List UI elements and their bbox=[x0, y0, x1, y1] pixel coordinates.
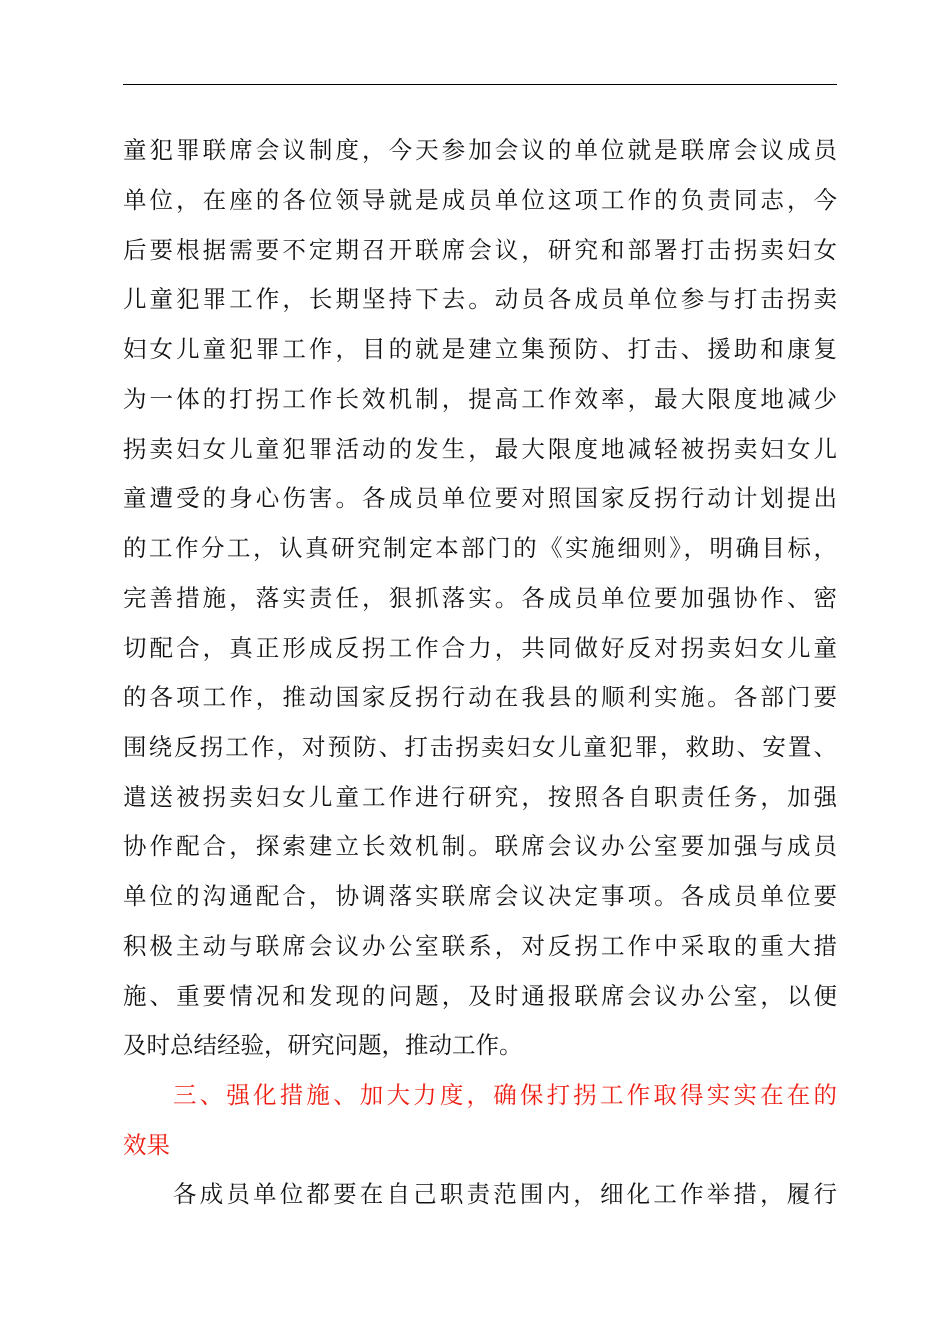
body-text-line: 妇女儿童犯罪工作，目的就是建立集预防、打击、援助和康复 bbox=[123, 335, 837, 363]
body-text-line: 为一体的打拐工作长效机制，提高工作效率，最大限度地减少 bbox=[123, 385, 837, 413]
body-text-line: 童犯罪联席会议制度，今天参加会议的单位就是联席会议成员 bbox=[123, 136, 837, 164]
body-text-line: 切配合，真正形成反拐工作合力，共同做好反对拐卖妇女儿童 bbox=[123, 634, 837, 662]
body-text-line: 遣送被拐卖妇女儿童工作进行研究，按照各自职责任务，加强 bbox=[123, 783, 837, 811]
body-text-line: 及时总结经验，研究问题，推动工作。 bbox=[123, 1031, 523, 1059]
body-text-line: 协作配合，探索建立长效机制。联席会议办公室要加强与成员 bbox=[123, 832, 837, 860]
body-text-line: 后要根据需要不定期召开联席会议，研究和部署打击拐卖妇女 bbox=[123, 236, 837, 264]
body-text-line: 各成员单位都要在自己职责范围内，细化工作举措，履行 bbox=[173, 1180, 837, 1208]
body-text-line: 童遭受的身心伤害。各成员单位要对照国家反拐行动计划提出 bbox=[123, 484, 837, 512]
section-heading-continued: 效果 bbox=[123, 1131, 170, 1159]
body-text-line: 的各项工作，推动国家反拐行动在我县的顺利实施。各部门要 bbox=[123, 683, 837, 711]
body-text-line: 施、重要情况和发现的问题，及时通报联席会议办公室，以便 bbox=[123, 982, 837, 1010]
body-text-line: 单位的沟通配合，协调落实联席会议决定事项。各成员单位要 bbox=[123, 882, 837, 910]
body-text-line: 完善措施，落实责任，狠抓落实。各成员单位要加强协作、密 bbox=[123, 584, 837, 612]
body-text-line: 单位，在座的各位领导就是成员单位这项工作的负责同志，今 bbox=[123, 186, 837, 214]
body-text-line: 围绕反拐工作，对预防、打击拐卖妇女儿童犯罪，救助、安置、 bbox=[123, 733, 837, 761]
body-text-line: 拐卖妇女儿童犯罪活动的发生，最大限度地减轻被拐卖妇女儿 bbox=[123, 435, 837, 463]
header-rule bbox=[123, 84, 837, 85]
section-heading: 三、强化措施、加大力度，确保打拐工作取得实实在在的 bbox=[173, 1081, 837, 1109]
body-text-line: 儿童犯罪工作，长期坚持下去。动员各成员单位参与打击拐卖 bbox=[123, 285, 837, 313]
body-text-line: 积极主动与联席会议办公室联系，对反拐工作中采取的重大措 bbox=[123, 932, 837, 960]
body-text-line: 的工作分工，认真研究制定本部门的《实施细则》，明确目标， bbox=[123, 534, 837, 562]
